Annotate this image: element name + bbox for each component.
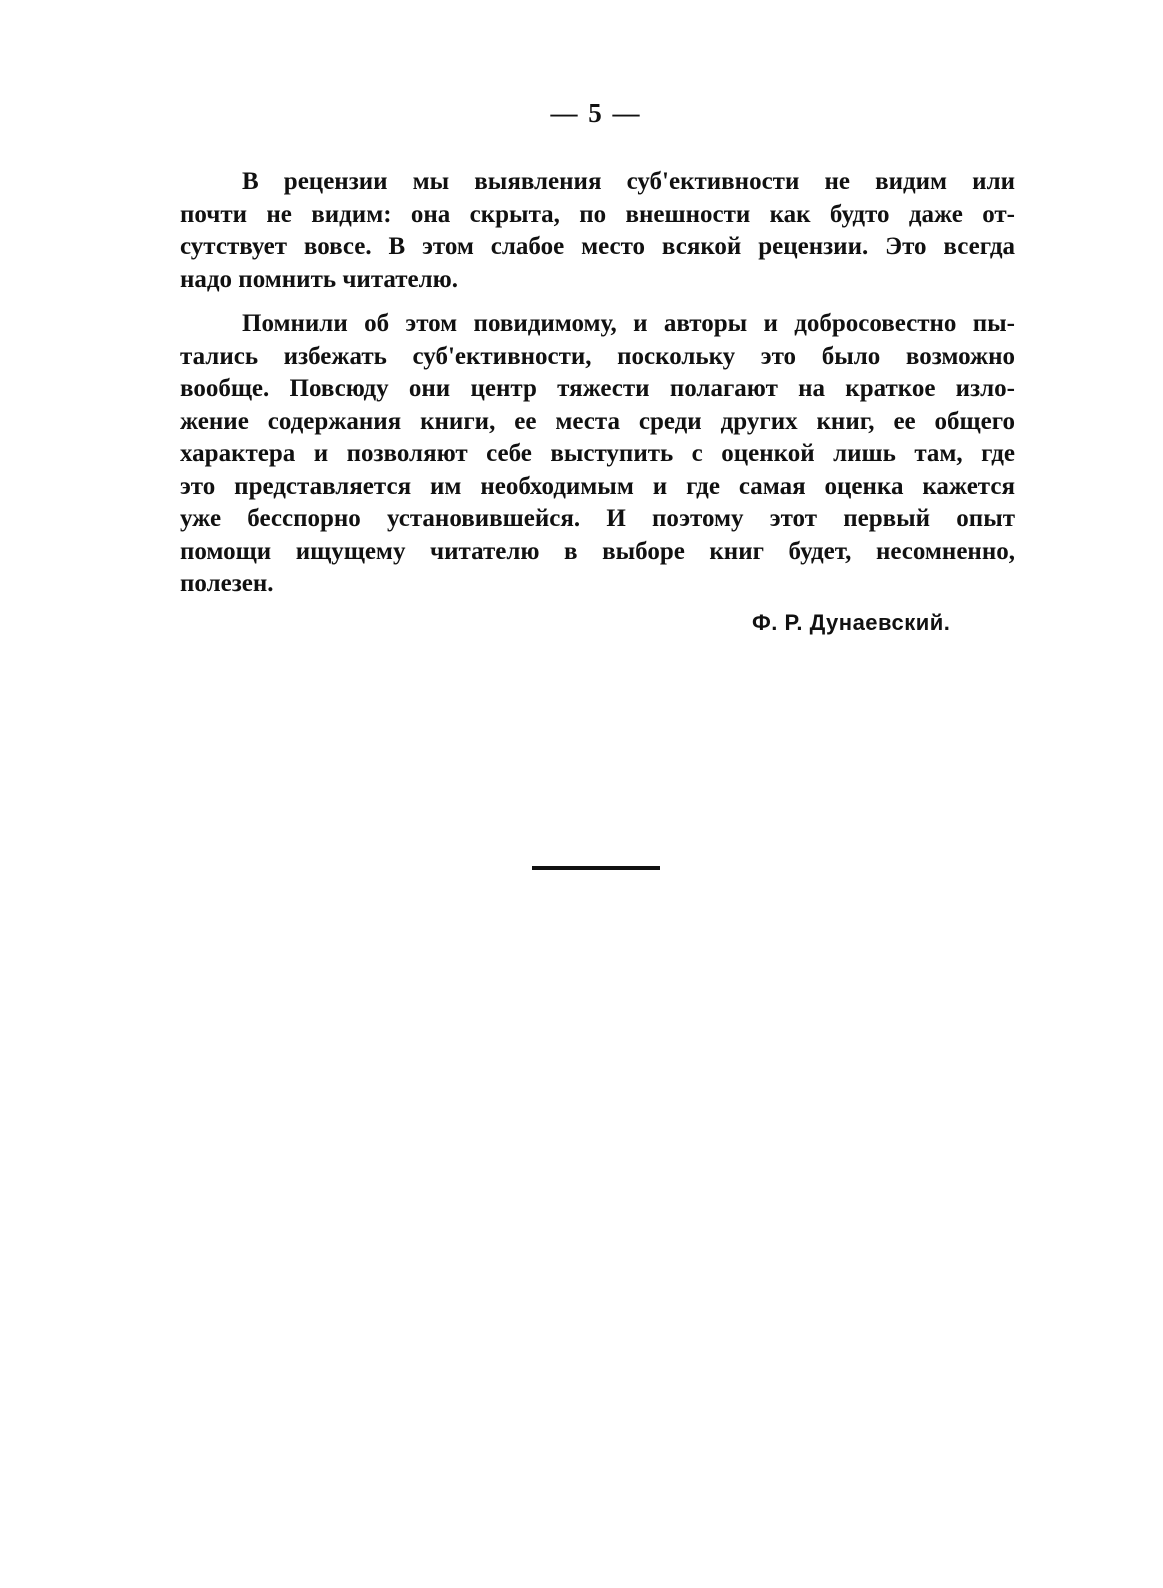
paragraph-line: надо помнить читателю. xyxy=(180,265,459,293)
paragraph-line: полезен. xyxy=(180,570,274,597)
page-number: — 5 — xyxy=(550,98,642,128)
paragraph-1 xyxy=(180,166,1015,296)
author-signature: Ф. Р. Дунаевский. xyxy=(752,610,951,635)
paragraph-line: тались избежать суб'ективности, поскольку это было возможно xyxy=(180,342,1015,370)
paragraph-line: Помнили об этом повидимому, и авторы и добросовестно пы- xyxy=(242,310,1015,337)
paragraph-line: В рецензии мы выявления суб'ективности не видим или xyxy=(242,168,1015,195)
paragraph-line: это представляется им необходимым и где самая оценка кажется xyxy=(180,472,1015,500)
paragraph-line: характера и позволяют себе выступить с оценкой лишь там, где xyxy=(180,440,1015,467)
paragraph-line: вообще. Повсюду они центр тяжести полагают на краткое изло- xyxy=(180,375,1015,402)
paragraph-line: жение содержания книги, ее места среди других книг, ее общего xyxy=(180,407,1015,435)
paragraph-line: помощи ищущему читателю в выборе книг будет, несомненно, xyxy=(180,537,1015,565)
paragraph-line: сутствует вовсе. В этом слабое место всякой рецензии. Это всегда xyxy=(180,233,1015,260)
paragraph-line: почти не видим: она скрыта, по внешности как будто даже от- xyxy=(180,200,1015,228)
end-divider xyxy=(532,866,660,870)
paragraph-line: уже бесспорно установившейся. И поэтому этот первый опыт xyxy=(180,505,1015,532)
paragraph-2 xyxy=(180,308,1015,601)
